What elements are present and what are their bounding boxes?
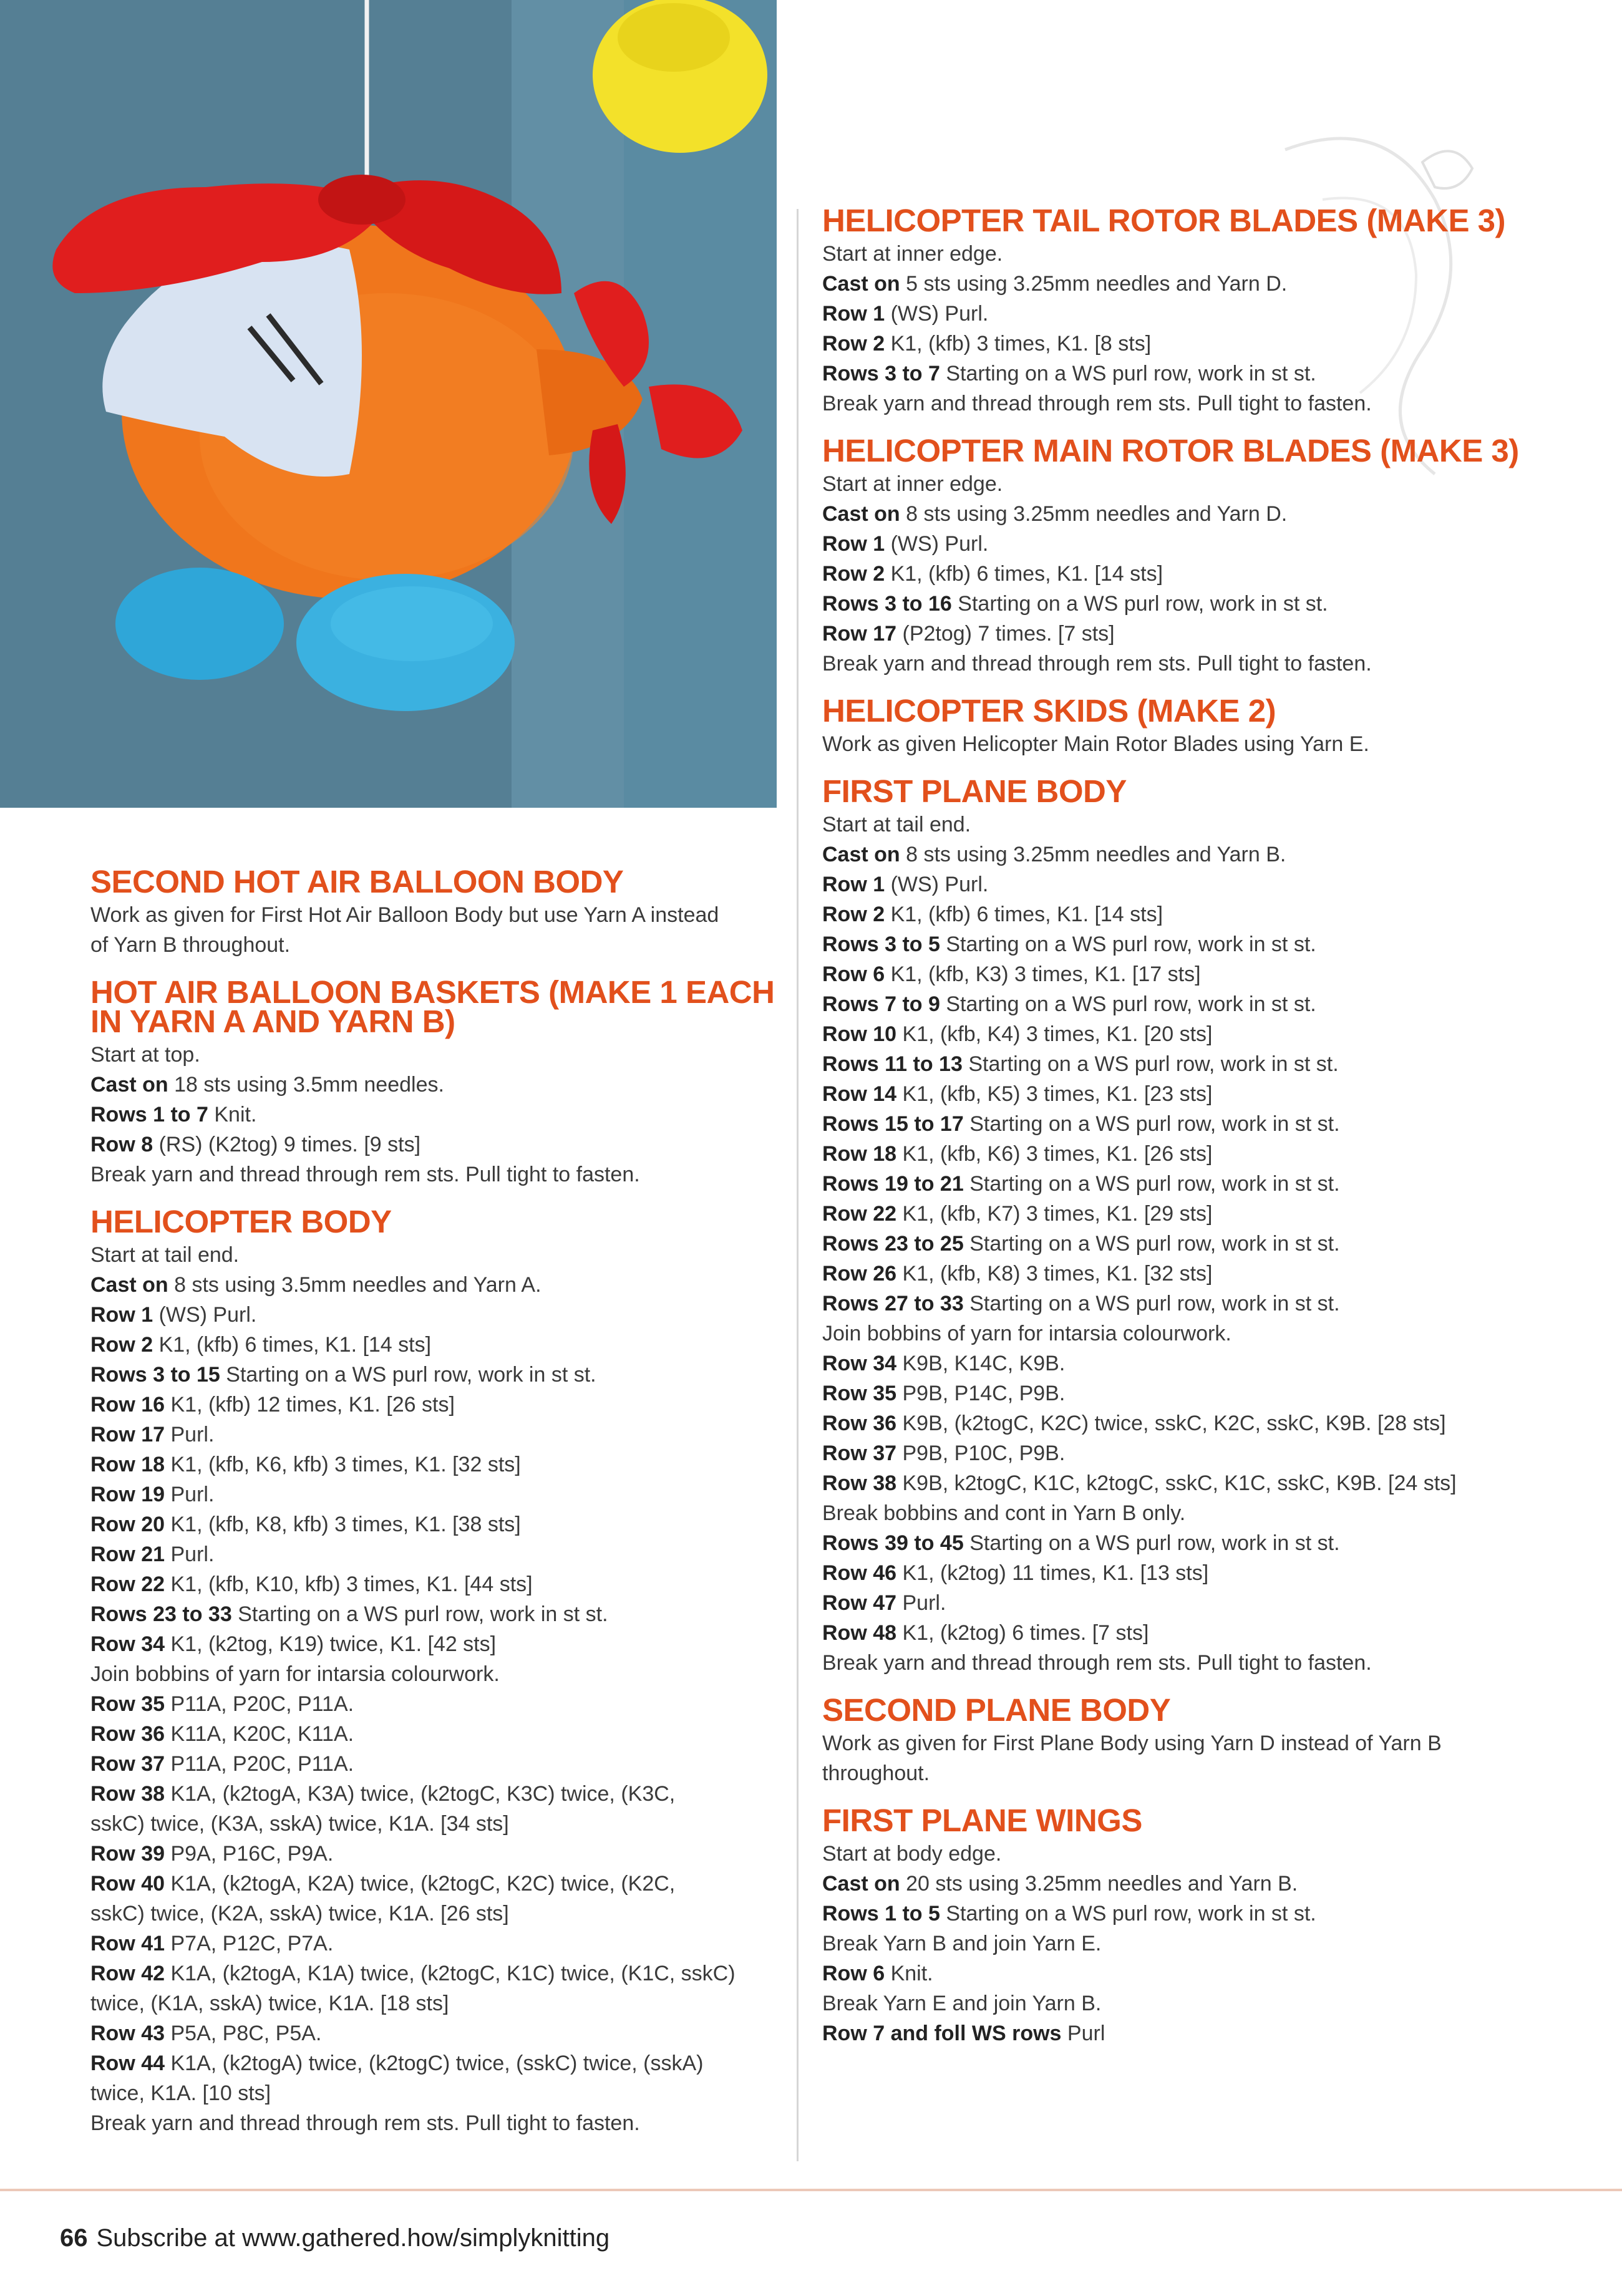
row-label: Row 38 bbox=[90, 1782, 165, 1806]
instruction-line bbox=[822, 329, 1533, 359]
instruction-line bbox=[822, 2018, 1533, 2048]
row-label: Row 36 bbox=[822, 1412, 897, 1435]
instruction-text: K1A, (k2togA, K1A) twice, (k2togC, K1C) twice, (K1C, sskC) bbox=[165, 1962, 736, 1985]
instruction-text: Starting on a WS purl row, work in st st. bbox=[940, 1902, 1316, 1925]
instruction-line bbox=[90, 1569, 783, 1599]
instruction-line bbox=[90, 1270, 783, 1300]
instruction-line bbox=[90, 1300, 783, 1330]
instruction-text: of Yarn B throughout. bbox=[90, 933, 291, 957]
instruction-line bbox=[90, 1480, 783, 1509]
row-label: Rows 3 to 15 bbox=[90, 1363, 220, 1387]
instruction-text: K1, (kfb, K7) 3 times, K1. [29 sts] bbox=[896, 1202, 1213, 1226]
instruction-line bbox=[822, 469, 1533, 499]
instruction-text: (WS) Purl. bbox=[153, 1303, 257, 1327]
instruction-line bbox=[822, 1959, 1533, 1988]
instruction-line bbox=[822, 1169, 1533, 1199]
instruction-text: 8 sts using 3.25mm needles and Yarn D. bbox=[900, 502, 1288, 526]
right-section bbox=[822, 1692, 1533, 1788]
instruction-text: K1A, (k2togA, K3A) twice, (k2togC, K3C) twice, (K3C, bbox=[165, 1782, 676, 1806]
left-section bbox=[90, 1204, 783, 2138]
instruction-line bbox=[822, 619, 1533, 649]
section-heading: FIRST PLANE WINGS bbox=[822, 1803, 1142, 1838]
instruction-line bbox=[90, 1539, 783, 1569]
instruction-line bbox=[822, 1019, 1533, 1049]
instruction-line bbox=[90, 1509, 783, 1539]
row-label: Row 36 bbox=[90, 1722, 165, 1746]
row-label: Cast on bbox=[822, 1872, 900, 1896]
instruction-line bbox=[822, 1229, 1533, 1259]
instruction-line bbox=[90, 1629, 783, 1659]
instruction-text: Starting on a WS purl row, work in st st. bbox=[963, 1112, 1340, 1136]
row-label: Row 14 bbox=[822, 1082, 897, 1106]
row-label: Rows 15 to 17 bbox=[822, 1112, 964, 1136]
instruction-line bbox=[822, 1728, 1533, 1758]
row-label: Row 47 bbox=[822, 1591, 897, 1615]
row-label: Rows 11 to 13 bbox=[822, 1052, 963, 1076]
instruction-text: Start at tail end. bbox=[90, 1243, 240, 1267]
instruction-line bbox=[822, 1558, 1533, 1588]
row-label: Row 2 bbox=[90, 1333, 153, 1357]
instruction-line bbox=[822, 1468, 1533, 1498]
instruction-text: K1, (kfb) 6 times, K1. [14 sts] bbox=[885, 903, 1163, 926]
instruction-text: K1, (kfb) 3 times, K1. [8 sts] bbox=[885, 332, 1152, 356]
instruction-line bbox=[822, 1259, 1533, 1289]
instruction-line bbox=[90, 1420, 783, 1450]
instruction-text: Start at inner edge. bbox=[822, 242, 1003, 266]
instruction-line bbox=[822, 1929, 1533, 1959]
instruction-text: K1, (k2tog) 6 times. [7 sts] bbox=[896, 1621, 1149, 1645]
row-label: Rows 19 to 21 bbox=[822, 1172, 964, 1196]
instruction-line bbox=[90, 1450, 783, 1480]
row-label: Row 44 bbox=[90, 2051, 165, 2075]
instruction-line bbox=[822, 269, 1533, 299]
instruction-text: Join bobbins of yarn for intarsia colourwork. bbox=[90, 1662, 500, 1686]
instruction-text: P9B, P14C, P9B. bbox=[896, 1382, 1066, 1405]
row-label: Row 37 bbox=[90, 1752, 165, 1776]
row-label: Row 34 bbox=[822, 1352, 897, 1375]
instruction-line bbox=[90, 1390, 783, 1420]
instruction-text: Start at top. bbox=[90, 1043, 200, 1067]
row-label: Row 20 bbox=[90, 1513, 165, 1536]
instruction-text: K1, (kfb, K3) 3 times, K1. [17 sts] bbox=[885, 962, 1201, 986]
row-label: Row 19 bbox=[90, 1483, 165, 1506]
instruction-line bbox=[822, 959, 1533, 989]
instruction-line bbox=[90, 1809, 783, 1839]
instruction-text: K1, (kfb) 6 times, K1. [14 sts] bbox=[153, 1333, 432, 1357]
row-label: Row 35 bbox=[90, 1692, 165, 1716]
instruction-text: Purl. bbox=[165, 1423, 215, 1446]
instruction-line bbox=[822, 499, 1533, 529]
instruction-text: Break yarn and thread through rem sts. Pull tight to fasten. bbox=[90, 1163, 640, 1186]
section-heading: HELICOPTER MAIN ROTOR BLADES (MAKE 3) bbox=[822, 433, 1519, 468]
instruction-text: Break yarn and thread through rem sts. Pull tight to fasten. bbox=[822, 652, 1372, 676]
row-label: Row 39 bbox=[90, 1842, 165, 1866]
instruction-text: sskC) twice, (K2A, sskA) twice, K1A. [26 sts] bbox=[90, 1902, 509, 1925]
right-section bbox=[822, 433, 1533, 679]
row-label: Row 22 bbox=[822, 1202, 897, 1226]
instruction-text: K9B, K14C, K9B. bbox=[896, 1352, 1066, 1375]
row-label: Row 40 bbox=[90, 1872, 165, 1896]
instruction-text: Starting on a WS purl row, work in st st. bbox=[951, 592, 1328, 616]
row-label: Row 1 bbox=[90, 1303, 153, 1327]
row-label: Row 43 bbox=[90, 2022, 165, 2045]
instruction-line bbox=[90, 1749, 783, 1779]
instruction-line bbox=[90, 1040, 783, 1070]
instruction-line bbox=[90, 900, 783, 930]
row-label: Rows 23 to 25 bbox=[822, 1232, 964, 1256]
row-label: Row 1 bbox=[822, 302, 885, 326]
footer-rule bbox=[0, 2189, 1622, 2191]
section-heading: HELICOPTER BODY bbox=[90, 1204, 392, 1239]
row-label: Rows 3 to 16 bbox=[822, 592, 952, 616]
instruction-line bbox=[90, 1599, 783, 1629]
instruction-text: K1, (kfb, K10, kfb) 3 times, K1. [44 sts] bbox=[165, 1572, 533, 1596]
instruction-line bbox=[90, 1839, 783, 1869]
instruction-text: P7A, P12C, P7A. bbox=[165, 1932, 334, 1955]
instruction-line bbox=[90, 1988, 783, 2018]
instruction-text: Work as given for First Plane Body using Yarn D instead of Yarn B bbox=[822, 1732, 1442, 1755]
row-label: Row 46 bbox=[822, 1561, 897, 1585]
instruction-line bbox=[822, 1899, 1533, 1929]
row-label: Row 2 bbox=[822, 332, 885, 356]
instruction-line bbox=[822, 559, 1533, 589]
instruction-line bbox=[822, 649, 1533, 679]
left-section bbox=[90, 864, 783, 960]
row-label: Cast on bbox=[822, 272, 900, 296]
instruction-text: K1, (k2tog) 11 times, K1. [13 sts] bbox=[896, 1561, 1209, 1585]
row-label: Row 22 bbox=[90, 1572, 165, 1596]
instruction-text: (RS) (K2tog) 9 times. [9 sts] bbox=[153, 1133, 421, 1156]
instruction-line bbox=[822, 1588, 1533, 1618]
instruction-text: sskC) twice, (K3A, sskA) twice, K1A. [34 sts] bbox=[90, 1812, 509, 1836]
instruction-line bbox=[90, 1869, 783, 1899]
row-label: Row 1 bbox=[822, 873, 885, 896]
instruction-text: Work as given for First Hot Air Balloon Body but use Yarn A instead bbox=[90, 903, 719, 927]
instruction-line bbox=[90, 2108, 783, 2138]
row-label: Rows 3 to 5 bbox=[822, 932, 940, 956]
instruction-text: Break bobbins and cont in Yarn B only. bbox=[822, 1501, 1186, 1525]
instruction-text: Break yarn and thread through rem sts. Pull tight to fasten. bbox=[822, 392, 1372, 415]
instruction-text: Starting on a WS purl row, work in st st. bbox=[940, 932, 1316, 956]
instruction-text: P11A, P20C, P11A. bbox=[165, 1692, 354, 1716]
instruction-text: Start at body edge. bbox=[822, 1842, 1002, 1866]
row-label: Row 18 bbox=[90, 1453, 165, 1476]
row-label: Row 2 bbox=[822, 903, 885, 926]
row-label: Row 21 bbox=[90, 1543, 165, 1566]
instruction-text: Purl. bbox=[165, 1543, 215, 1566]
instruction-line bbox=[822, 1438, 1533, 1468]
row-label: Rows 1 to 7 bbox=[90, 1103, 208, 1126]
instruction-text: K1, (kfb) 12 times, K1. [26 sts] bbox=[165, 1393, 455, 1417]
row-label: Row 38 bbox=[822, 1471, 897, 1495]
row-label: Cast on bbox=[90, 1073, 168, 1097]
row-label: Row 26 bbox=[822, 1262, 897, 1286]
instruction-line bbox=[90, 1959, 783, 1988]
instruction-line bbox=[90, 2078, 783, 2108]
row-label: Row 18 bbox=[822, 1142, 897, 1166]
row-label: Row 10 bbox=[822, 1022, 897, 1046]
instruction-line bbox=[822, 810, 1533, 840]
instruction-line bbox=[822, 299, 1533, 329]
row-label: Row 6 bbox=[822, 1962, 885, 1985]
instruction-text: Join bobbins of yarn for intarsia colourwork. bbox=[822, 1322, 1231, 1345]
row-label: Row 17 bbox=[822, 622, 897, 646]
page-footer bbox=[60, 2224, 609, 2252]
instruction-line bbox=[822, 359, 1533, 389]
instruction-line bbox=[822, 529, 1533, 559]
instruction-text: K9B, (k2togC, K2C) twice, sskC, K2C, sskC, K9B. [28 sts] bbox=[896, 1412, 1446, 1435]
instruction-text: Purl. bbox=[896, 1591, 946, 1615]
instruction-text: P9A, P16C, P9A. bbox=[165, 1842, 334, 1866]
instruction-text: K1, (kfb, K5) 3 times, K1. [23 sts] bbox=[896, 1082, 1213, 1106]
instruction-text: Starting on a WS purl row, work in st st. bbox=[963, 1172, 1340, 1196]
right-section bbox=[822, 1803, 1533, 2048]
right-section bbox=[822, 693, 1533, 759]
row-label: Row 34 bbox=[90, 1632, 165, 1656]
instruction-text: 8 sts using 3.25mm needles and Yarn B. bbox=[900, 843, 1286, 866]
instruction-line bbox=[90, 1929, 783, 1959]
row-label: Row 41 bbox=[90, 1932, 165, 1955]
right-section bbox=[822, 203, 1533, 419]
section-heading: SECOND PLANE BODY bbox=[822, 1692, 1171, 1728]
instruction-line bbox=[822, 1289, 1533, 1319]
instruction-text: Starting on a WS purl row, work in st st. bbox=[963, 1232, 1340, 1256]
section-heading: HELICOPTER SKIDS (MAKE 2) bbox=[822, 693, 1276, 729]
instruction-line bbox=[90, 1779, 783, 1809]
instruction-line bbox=[90, 1070, 783, 1100]
instruction-text: Break Yarn E and join Yarn B. bbox=[822, 1992, 1102, 2015]
instruction-line bbox=[822, 1109, 1533, 1139]
instruction-line bbox=[822, 1199, 1533, 1229]
instruction-text: Break yarn and thread through rem sts. Pull tight to fasten. bbox=[822, 1651, 1372, 1675]
instruction-line bbox=[822, 1618, 1533, 1648]
page-number: 66 bbox=[60, 2224, 88, 2252]
instruction-text: 18 sts using 3.5mm needles. bbox=[168, 1073, 444, 1097]
column-divider bbox=[797, 209, 799, 2161]
section-heading: SECOND HOT AIR BALLOON BODY bbox=[90, 864, 624, 899]
instruction-line bbox=[822, 1139, 1533, 1169]
section-heading: FIRST PLANE BODY bbox=[822, 773, 1127, 809]
instruction-text: 8 sts using 3.5mm needles and Yarn A. bbox=[168, 1273, 541, 1297]
instruction-line bbox=[90, 1899, 783, 1929]
instruction-text: (WS) Purl. bbox=[885, 532, 989, 556]
instruction-text: Starting on a WS purl row, work in st st. bbox=[940, 362, 1316, 385]
instruction-text: (WS) Purl. bbox=[885, 873, 989, 896]
subscribe-text: Subscribe at www.gathered.how/simplyknitting bbox=[96, 2224, 610, 2252]
instruction-line bbox=[822, 989, 1533, 1019]
instruction-line bbox=[822, 899, 1533, 929]
instruction-text: Start at inner edge. bbox=[822, 472, 1003, 496]
instruction-text: K1A, (k2togA) twice, (k2togC) twice, (sskC) twice, (sskA) bbox=[165, 2051, 704, 2075]
instruction-line bbox=[822, 1378, 1533, 1408]
instruction-text: Work as given Helicopter Main Rotor Blades using Yarn E. bbox=[822, 732, 1369, 756]
instruction-line bbox=[822, 840, 1533, 869]
left-column bbox=[90, 864, 783, 2156]
instruction-text: Knit. bbox=[885, 1962, 933, 1985]
row-label: Rows 7 to 9 bbox=[822, 992, 940, 1016]
instruction-text: Starting on a WS purl row, work in st st. bbox=[220, 1363, 596, 1387]
instruction-text: throughout. bbox=[822, 1761, 930, 1785]
instruction-text: 20 sts using 3.25mm needles and Yarn B. bbox=[900, 1872, 1298, 1896]
instruction-text: Starting on a WS purl row, work in st st. bbox=[940, 992, 1316, 1016]
instruction-line bbox=[90, 1360, 783, 1390]
instruction-text: K1, (kfb, K6) 3 times, K1. [26 sts] bbox=[896, 1142, 1213, 1166]
instruction-text: Purl. bbox=[165, 1483, 215, 1506]
instruction-text: Starting on a WS purl row, work in st st. bbox=[231, 1602, 608, 1626]
instruction-text: Knit. bbox=[208, 1103, 257, 1126]
row-label: Rows 1 to 5 bbox=[822, 1902, 940, 1925]
instruction-line bbox=[90, 1719, 783, 1749]
left-section bbox=[90, 974, 783, 1189]
instruction-line bbox=[822, 729, 1533, 759]
row-label: Rows 39 to 45 bbox=[822, 1531, 964, 1555]
instruction-text: 5 sts using 3.25mm needles and Yarn D. bbox=[900, 272, 1288, 296]
instruction-line bbox=[90, 1240, 783, 1270]
instruction-line bbox=[822, 389, 1533, 419]
instruction-text: P5A, P8C, P5A. bbox=[165, 2022, 322, 2045]
instruction-text: K11A, K20C, K11A. bbox=[165, 1722, 354, 1746]
instruction-text: Break Yarn B and join Yarn E. bbox=[822, 1932, 1102, 1955]
instruction-text: Starting on a WS purl row, work in st st. bbox=[963, 1292, 1340, 1315]
row-label: Row 35 bbox=[822, 1382, 897, 1405]
instruction-line bbox=[822, 239, 1533, 269]
instruction-line bbox=[822, 1408, 1533, 1438]
helicopter-photo bbox=[0, 0, 777, 808]
row-label: Row 17 bbox=[90, 1423, 165, 1446]
section-heading: HOT AIR BALLOON BASKETS (MAKE 1 EACH IN YARN A AND YARN B) bbox=[90, 974, 775, 1039]
instruction-text: K1, (kfb, K6, kfb) 3 times, K1. [32 sts] bbox=[165, 1453, 521, 1476]
row-label: Rows 23 to 33 bbox=[90, 1602, 232, 1626]
instruction-line bbox=[90, 1330, 783, 1360]
instruction-text: P9B, P10C, P9B. bbox=[896, 1441, 1066, 1465]
instruction-text: twice, K1A. [10 sts] bbox=[90, 2081, 271, 2105]
instruction-line bbox=[90, 1160, 783, 1189]
instruction-line bbox=[90, 930, 783, 960]
row-label: Row 1 bbox=[822, 532, 885, 556]
instruction-text: twice, (K1A, sskA) twice, K1A. [18 sts] bbox=[90, 1992, 449, 2015]
row-label: Row 37 bbox=[822, 1441, 897, 1465]
row-label: Rows 27 to 33 bbox=[822, 1292, 964, 1315]
instruction-line bbox=[822, 1839, 1533, 1869]
row-label: Cast on bbox=[90, 1273, 168, 1297]
knitted-helicopter-illustration bbox=[0, 0, 777, 808]
instruction-text: K1, (kfb, K4) 3 times, K1. [20 sts] bbox=[896, 1022, 1213, 1046]
instruction-line bbox=[90, 1659, 783, 1689]
instruction-line bbox=[822, 589, 1533, 619]
instruction-line bbox=[822, 1349, 1533, 1378]
instruction-line bbox=[822, 1079, 1533, 1109]
instruction-text: Starting on a WS purl row, work in st st. bbox=[962, 1052, 1339, 1076]
instruction-line bbox=[90, 1689, 783, 1719]
row-label: Row 8 bbox=[90, 1133, 153, 1156]
section-heading: HELICOPTER TAIL ROTOR BLADES (MAKE 3) bbox=[822, 203, 1506, 238]
row-label: Row 7 and foll WS rows bbox=[822, 2022, 1062, 2045]
instruction-text: K1, (k2tog, K19) twice, K1. [42 sts] bbox=[165, 1632, 497, 1656]
instruction-line bbox=[822, 1498, 1533, 1528]
instruction-text: Break yarn and thread through rem sts. Pull tight to fasten. bbox=[90, 2111, 640, 2135]
right-column bbox=[822, 203, 1533, 2066]
instruction-text: K9B, k2togC, K1C, k2togC, sskC, K1C, sskC, K9B. [24 sts] bbox=[896, 1471, 1457, 1495]
right-section bbox=[822, 773, 1533, 1678]
row-label: Cast on bbox=[822, 843, 900, 866]
row-label: Rows 3 to 7 bbox=[822, 362, 940, 385]
instruction-line bbox=[822, 1869, 1533, 1899]
instruction-line bbox=[822, 869, 1533, 899]
instruction-text: (P2tog) 7 times. [7 sts] bbox=[896, 622, 1115, 646]
instruction-line bbox=[822, 1528, 1533, 1558]
row-label: Cast on bbox=[822, 502, 900, 526]
instruction-text: P11A, P20C, P11A. bbox=[165, 1752, 354, 1776]
instruction-text: K1, (kfb) 6 times, K1. [14 sts] bbox=[885, 562, 1163, 586]
instruction-text: K1A, (k2togA, K2A) twice, (k2togC, K2C) twice, (K2C, bbox=[165, 1872, 676, 1896]
instruction-line bbox=[90, 2018, 783, 2048]
instruction-line bbox=[822, 1319, 1533, 1349]
instruction-line bbox=[822, 1758, 1533, 1788]
instruction-line bbox=[822, 1049, 1533, 1079]
instruction-text: K1, (kfb, K8, kfb) 3 times, K1. [38 sts] bbox=[165, 1513, 521, 1536]
row-label: Row 48 bbox=[822, 1621, 897, 1645]
instruction-line bbox=[822, 929, 1533, 959]
row-label: Row 6 bbox=[822, 962, 885, 986]
instruction-text: (WS) Purl. bbox=[885, 302, 989, 326]
instruction-line bbox=[822, 1988, 1533, 2018]
instruction-text: Starting on a WS purl row, work in st st. bbox=[963, 1531, 1340, 1555]
instruction-line bbox=[822, 1648, 1533, 1678]
instruction-line bbox=[90, 1130, 783, 1160]
instruction-text: K1, (kfb, K8) 3 times, K1. [32 sts] bbox=[896, 1262, 1213, 1286]
instruction-line bbox=[90, 2048, 783, 2078]
instruction-line bbox=[90, 1100, 783, 1130]
instruction-text: Purl bbox=[1061, 2022, 1105, 2045]
row-label: Row 16 bbox=[90, 1393, 165, 1417]
row-label: Row 42 bbox=[90, 1962, 165, 1985]
row-label: Row 2 bbox=[822, 562, 885, 586]
instruction-text: Start at tail end. bbox=[822, 813, 971, 836]
